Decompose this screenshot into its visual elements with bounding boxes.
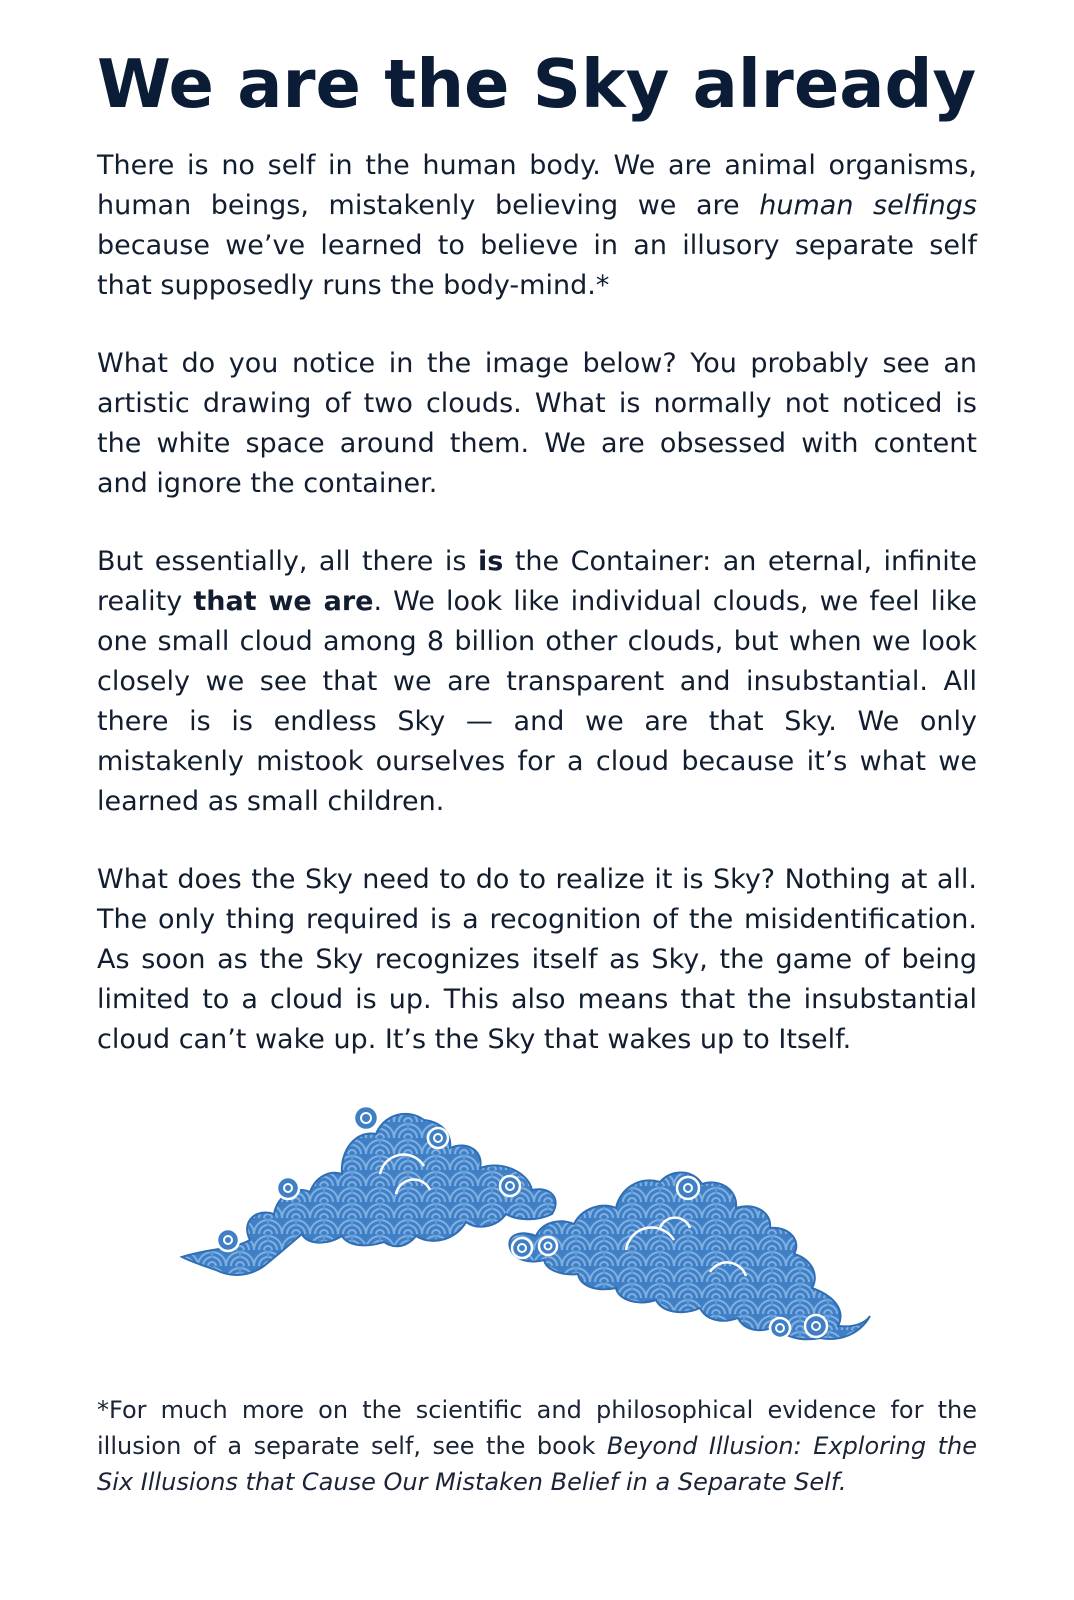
strong-that-we-are: that we are	[193, 586, 374, 617]
footnote-text: *For much more on the scientific and philosophical evidence for the illusion of a separate self, see the book	[97, 1396, 977, 1460]
paragraph-no-self	[97, 146, 977, 306]
paragraph-text: because we’ve learned to believe in an illusory separate self that supposedly runs the body-mind.*	[97, 230, 977, 301]
book-title: Beyond Illusion: Exploring the Six Illusions that Cause Our Mistaken Belief in a Separate Self.	[97, 1432, 977, 1496]
paragraph-container	[97, 542, 977, 822]
paragraph-text: . We look like individual clouds, we feel like one small cloud among 8 billion other clouds, but when we look closely we see that we are transparent and insubstantial. All there is is endless Sky — and we are that Sky. We only mistakenly mistook ourselves for a cloud because it’s what we learned as small children.	[97, 586, 977, 817]
paragraph-text: the Container: an eternal, infinite reality	[97, 546, 977, 617]
paragraph-text: But essentially, all there is	[97, 546, 478, 577]
paragraph-text: There is no self in the human body. We are animal organisms, human beings, mistakenly believing we are	[97, 150, 977, 221]
footnote	[97, 1392, 977, 1500]
paragraph-notice-image: What do you notice in the image below? You probably see an artistic drawing of two clouds. What is normally not noticed is the white space around them. We are obsessed with content and ignore the container.	[97, 348, 977, 499]
left-cloud	[182, 1106, 556, 1275]
emphasis-human-selfings: human selfings	[759, 190, 977, 221]
strong-is: is	[477, 546, 504, 577]
paragraph-sky-realize: What does the Sky need to do to realize it is Sky? Nothing at all. The only thing required is a recognition of the misidentification. As soon as the Sky recognizes itself as Sky, the game of being limited to a cloud is up. This also means that the insubstantial cloud can’t wake up. It’s the Sky that wakes up to Itself.	[97, 864, 977, 1055]
two-clouds-illustration	[170, 1090, 890, 1360]
page-title: We are the Sky already	[97, 45, 977, 123]
right-cloud	[509, 1172, 870, 1339]
